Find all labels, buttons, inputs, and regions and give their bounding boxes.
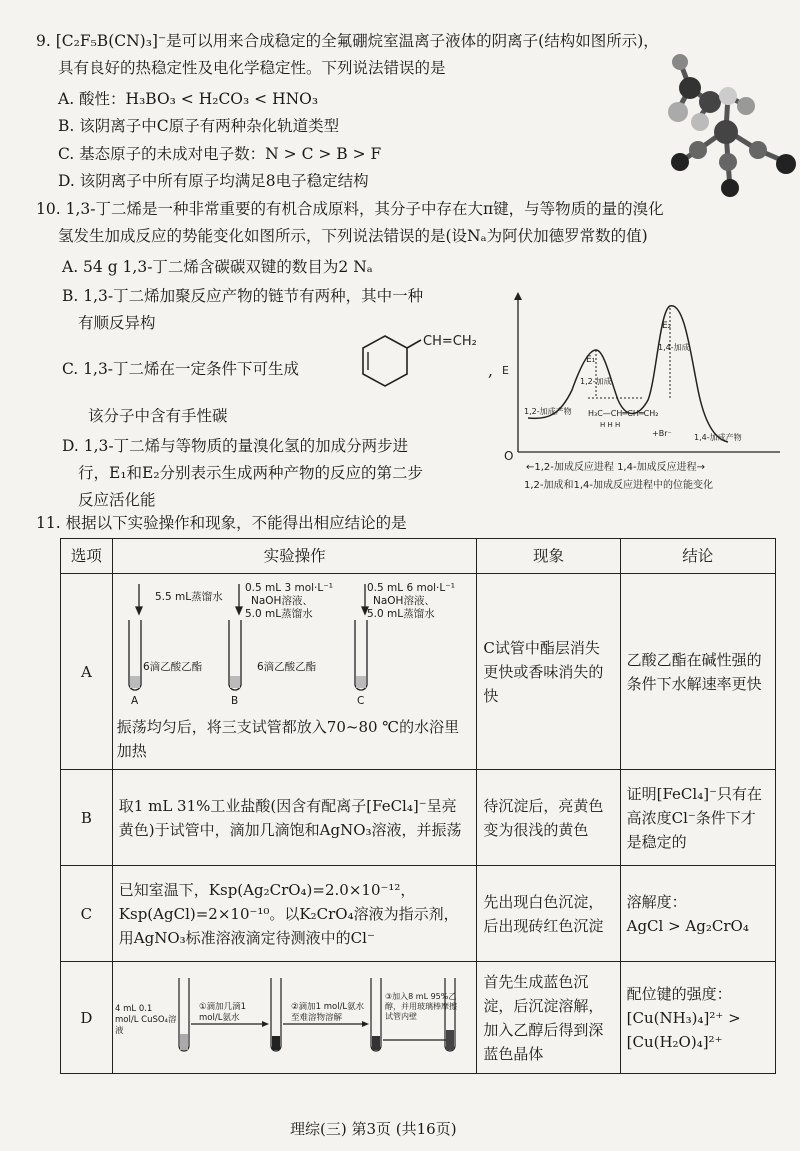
tube-a-addition: 5.5 mL蒸馏水 xyxy=(154,591,223,603)
row-a-operation-text: 振荡均匀后，将三支试管都放入70~80 ℃的水浴里加热 xyxy=(116,718,460,760)
row-b-conclusion: 证明[FeCl₄]⁻只有在高浓度Cl⁻条件下才是稳定的 xyxy=(620,770,775,866)
comma-mark: , xyxy=(488,362,493,380)
header-operation: 实验操作 xyxy=(112,539,477,574)
product12-label: 1,2-加成产物 xyxy=(524,407,572,416)
tube-b-ester: 6滴乙酸乙酯 xyxy=(256,661,316,673)
intermediate-h-label: H H H xyxy=(600,421,621,429)
energy-x-label: ←1,2-加成反应进程 1,4-加成反应进程→ xyxy=(526,462,705,473)
step2-label: ②滴加1 mol/L氨水至难溶物溶解 xyxy=(290,1002,364,1023)
q9-stem-line1: 9. [C₂F₅B(CN)₃]⁻是可以用来合成稳定的全氟硼烷室温离子液体的阴离子(结构如图所示)， xyxy=(36,32,659,50)
step1-label: ①滴加几滴1 mol/L氨水 xyxy=(198,1002,246,1023)
row-d-conclusion-line3: [Cu(H₂O)₄]²⁺ xyxy=(626,1032,723,1051)
row-a-label: A xyxy=(61,574,113,770)
q10-option-d-line3: 反应活化能 xyxy=(78,491,156,509)
q10-stem-line2: 氢发生加成反应的势能变化如图所示，下列说法错误的是(设Nₐ为阿伏加德罗常数的值) xyxy=(58,227,648,245)
energy-diagram xyxy=(500,290,796,495)
e1-label: E₁ xyxy=(586,355,596,365)
row-c-conclusion-line1: 溶解度： xyxy=(626,892,687,911)
copper-complex-procedure-figure xyxy=(115,964,459,1064)
peak2-label: 1,4-加成 xyxy=(658,343,690,352)
row-d-phenomenon: 首先生成蓝色沉淀，后沉淀溶解，加入乙醇后得到深蓝色晶体 xyxy=(477,962,620,1074)
table-row xyxy=(61,962,776,1074)
tube-b-addition-1: 0.5 mL 3 mol·L⁻¹ xyxy=(244,582,333,594)
q9-option-d: D. 该阴离子中所有原子均满足8电子稳定结构 xyxy=(58,172,369,190)
q10-option-b-line2: 有顺反异构 xyxy=(78,314,156,332)
row-c-label: C xyxy=(61,866,113,962)
bromide-label: +Br⁻ xyxy=(652,429,672,438)
step0-label: 4 mL 0.1 mol/L CuSO₄溶液 xyxy=(114,1004,177,1036)
vinyl-group-label: CH=CH₂ xyxy=(423,334,477,349)
tube-c-addition-2: NaOH溶液、 xyxy=(372,595,435,607)
row-b-operation: 取1 mL 31%工业盐酸(因含有配离子[FeCl₄]⁻呈亮黄色)于试管中，滴加几滴饱和AgNO₃溶液，并振荡 xyxy=(112,770,477,866)
energy-curve xyxy=(528,306,728,442)
row-d-conclusion xyxy=(620,962,775,1074)
q9-option-a: A. 酸性：H₃BO₃ < H₂CO₃ < HNO₃ xyxy=(58,90,319,108)
row-d-label: D xyxy=(61,962,113,1074)
row-c-phenomenon: 先出现白色沉淀，后出现砖红色沉淀 xyxy=(477,866,620,962)
row-d-conclusion-line1: 配位键的强度： xyxy=(626,984,732,1003)
q9-option-b: B. 该阴离子中C原子有两种杂化轨道类型 xyxy=(58,117,340,135)
row-a-conclusion: 乙酸乙酯在碱性强的条件下水解速率更快 xyxy=(620,574,775,770)
q10-option-b-line1: B. 1,3-丁二烯加聚反应产物的链节有两种，其中一种 xyxy=(62,287,424,305)
row-c-operation: 已知室温下，Ksp(Ag₂CrO₄)=2.0×10⁻¹²，Ksp(AgCl)=2×10⁻¹⁰。以K₂CrO₄溶液为指示剂，用AgNO₃标准溶液滴定待测液中的Cl⁻ xyxy=(112,866,477,962)
tube-b-addition-2: NaOH溶液、 xyxy=(250,595,313,607)
experiment-table xyxy=(60,538,776,1074)
header-phenomenon: 现象 xyxy=(477,539,620,574)
tube-b-addition-3: 5.0 mL蒸馏水 xyxy=(244,608,313,620)
row-d-conclusion-line2: [Cu(NH₃)₄]²⁺ > xyxy=(626,1008,741,1027)
q9-stem-line2: 具有良好的热稳定性及电化学稳定性。下列说法错误的是 xyxy=(58,59,446,77)
row-c-conclusion xyxy=(620,866,775,962)
page-footer: 理综(三) 第3页 (共16页) xyxy=(290,1120,457,1138)
q10-option-c-line2: 该分子中含有手性碳 xyxy=(88,407,228,425)
row-a-operation xyxy=(112,574,477,770)
q10-option-c-line1: C. 1,3-丁二烯在一定条件下可生成 xyxy=(62,360,300,378)
test-tubes-figure xyxy=(117,580,457,708)
table-header-row xyxy=(61,539,776,574)
q9-option-c: C. 基态原子的未成对电子数：N > C > B > F xyxy=(58,145,382,163)
q11-stem: 11. 根据以下实验操作和现象，不能得出相应结论的是 xyxy=(36,514,407,532)
tube-b-label: B xyxy=(230,695,239,707)
product14-label: 1,4-加成产物 xyxy=(694,433,742,442)
tube-c-addition-3: 5.0 mL蒸馏水 xyxy=(366,608,435,620)
tube-a-label: A xyxy=(130,695,138,707)
row-b-label: B xyxy=(61,770,113,866)
q10-option-a: A. 54 g 1,3-丁二烯含碳碳双键的数目为2 Nₐ xyxy=(62,258,373,276)
table-row xyxy=(61,574,776,770)
table-row xyxy=(61,770,776,866)
row-c-conclusion-line2: AgCl > Ag₂CrO₄ xyxy=(626,916,749,935)
q10-option-d-line1: D. 1,3-丁二烯与等物质的量溴化氢的加成分两步进 xyxy=(62,437,409,455)
q10-stem-line1: 10. 1,3-丁二烯是一种非常重要的有机合成原料，其分子中存在大π键，与等物质的量的溴化 xyxy=(36,200,664,218)
tube-c-label: C xyxy=(356,695,365,707)
energy-y-label: E xyxy=(502,364,509,377)
e2-label: E₂ xyxy=(662,321,672,331)
header-option: 选项 xyxy=(61,539,113,574)
tube-a-ester: 6滴乙酸乙酯 xyxy=(142,661,202,673)
q10-option-d-line2: 行，E₁和E₂分别表示生成两种产物的反应的第二步 xyxy=(78,464,424,482)
molecule-structure-figure xyxy=(628,50,798,200)
energy-caption: 1,2-加成和1,4-加成反应进程中的位能变化 xyxy=(524,480,714,491)
header-conclusion: 结论 xyxy=(620,539,775,574)
peak1-label: 1,2-加成 xyxy=(580,377,612,386)
intermediate-label: H₃C—CH═CH═CH₂ xyxy=(588,409,659,418)
step3-label: ③加入8 mL 95%乙醇，并用玻璃棒摩擦试管内壁 xyxy=(384,992,457,1021)
vinylcyclohexene-structure xyxy=(355,328,505,398)
energy-origin-label: O xyxy=(504,449,514,463)
row-d-operation xyxy=(112,962,477,1074)
row-b-phenomenon: 待沉淀后，亮黄色变为很浅的黄色 xyxy=(477,770,620,866)
tube-c-addition-1: 0.5 mL 6 mol·L⁻¹ xyxy=(366,582,455,594)
table-row xyxy=(61,866,776,962)
row-a-phenomenon: C试管中酯层消失更快或香味消失的快 xyxy=(477,574,620,770)
